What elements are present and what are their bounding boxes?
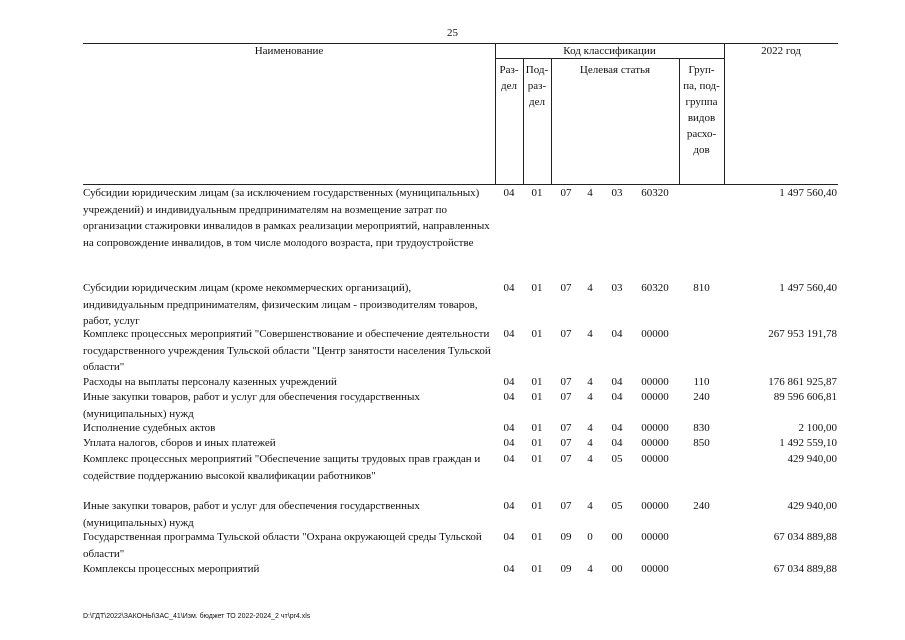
row-target-element: 04: [611, 328, 623, 340]
header-classification-code: Код классификации: [563, 45, 656, 57]
header-expense-group: Груп- па, под- группа видов расхо- дов: [683, 64, 720, 156]
row-amount: 1 497 560,40: [779, 282, 837, 294]
table-row: [0, 498, 905, 529]
row-target-type: 4: [587, 422, 593, 434]
header-section: Раз- дел: [499, 64, 519, 92]
page-number: 25: [447, 27, 458, 39]
row-target-element: 04: [611, 437, 623, 449]
row-target-direction: 00000: [641, 453, 669, 465]
row-subsection: 01: [531, 500, 543, 512]
row-expense-group: 830: [693, 422, 710, 434]
row-expense-group: 810: [693, 282, 710, 294]
header-name: Наименование: [254, 45, 324, 57]
col-border-5: [724, 43, 725, 184]
row-target-element: 04: [611, 422, 623, 434]
row-subsection: 01: [531, 282, 543, 294]
row-section: 04: [503, 531, 515, 543]
row-target-direction: 00000: [641, 391, 669, 403]
row-target-program: 07: [560, 437, 572, 449]
row-subsection: 01: [531, 453, 543, 465]
row-expense-group: 240: [693, 500, 710, 512]
row-target-type: 0: [587, 531, 593, 543]
row-target-type: 4: [587, 282, 593, 294]
row-target-direction: 00000: [641, 328, 669, 340]
row-name: Субсидии юридическим лицам (за исключением государственных (муниципальных) учреждений) и индивидуальным предпринимателям на возмещение затрат по организации стажировки инвалидов в рамках реализации мероприятий, направленных на сопровождение инвалидов, в том числе молодого возраста, при трудоустройстве: [83, 187, 490, 249]
row-target-element: 05: [611, 500, 623, 512]
row-target-element: 03: [611, 282, 623, 294]
row-name: Исполнение судебных актов: [83, 422, 216, 434]
row-amount: 1 497 560,40: [779, 187, 837, 199]
header-year: 2022 год: [761, 45, 801, 57]
header-target-article: Целевая статья: [579, 64, 651, 76]
row-target-type: 4: [587, 187, 593, 199]
row-name: Комплексы процессных мероприятий: [83, 563, 260, 575]
row-name: Субсидии юридическим лицам (кроме некоммерческих организаций), индивидуальным предпринимателям, физическим лицам - производителям товаров, работ, услуг: [83, 282, 478, 327]
row-name: Комплекс процессных мероприятий "Совершенствование и обеспечение деятельности государственного учреждения Тульской области "Центр занятости населения Тульской области": [83, 328, 491, 373]
table-row: [0, 389, 905, 420]
row-subsection: 01: [531, 563, 543, 575]
row-target-type: 4: [587, 391, 593, 403]
table-row: [0, 185, 905, 249]
table-row: [0, 280, 905, 327]
table-row: [0, 420, 905, 434]
row-target-element: 00: [611, 531, 623, 543]
row-target-program: 07: [560, 187, 572, 199]
row-target-program: 07: [560, 328, 572, 340]
row-target-element: 00: [611, 563, 623, 575]
header-subsection: Под- раз- дел: [525, 64, 549, 108]
row-name: Иные закупки товаров, работ и услуг для обеспечения государственных (муниципальных) нужд: [83, 391, 420, 420]
row-name: Уплата налогов, сборов и иных платежей: [83, 437, 276, 449]
table-row: [0, 561, 905, 575]
table-row: [0, 374, 905, 388]
row-subsection: 01: [531, 328, 543, 340]
row-subsection: 01: [531, 531, 543, 543]
table-row: [0, 435, 905, 449]
row-section: 04: [503, 453, 515, 465]
row-target-type: 4: [587, 563, 593, 575]
row-target-program: 07: [560, 391, 572, 403]
row-expense-group: 850: [693, 437, 710, 449]
row-section: 04: [503, 282, 515, 294]
row-subsection: 01: [531, 187, 543, 199]
row-section: 04: [503, 422, 515, 434]
row-section: 04: [503, 391, 515, 403]
row-target-direction: 00000: [641, 563, 669, 575]
row-name: Иные закупки товаров, работ и услуг для обеспечения государственных (муниципальных) нужд: [83, 500, 420, 529]
row-subsection: 01: [531, 376, 543, 388]
row-target-direction: 00000: [641, 500, 669, 512]
row-name: Комплекс процессных мероприятий "Обеспечение защиты трудовых прав граждан и содействие поддержанию высокой квалификации работников": [83, 453, 481, 482]
row-amount: 429 940,00: [787, 500, 837, 512]
row-target-program: 07: [560, 376, 572, 388]
classification-divider: [495, 58, 724, 59]
row-expense-group: 240: [693, 391, 710, 403]
row-target-direction: 00000: [641, 376, 669, 388]
row-target-type: 4: [587, 500, 593, 512]
row-amount: 176 861 925,87: [768, 376, 837, 388]
row-target-direction: 00000: [641, 422, 669, 434]
row-section: 04: [503, 563, 515, 575]
row-target-element: 05: [611, 453, 623, 465]
row-amount: 67 034 889,88: [773, 531, 837, 543]
row-target-program: 07: [560, 453, 572, 465]
row-target-direction: 00000: [641, 437, 669, 449]
row-target-direction: 00000: [641, 531, 669, 543]
row-subsection: 01: [531, 422, 543, 434]
row-target-program: 07: [560, 422, 572, 434]
table-row: [0, 451, 905, 482]
row-section: 04: [503, 328, 515, 340]
row-target-element: 04: [611, 391, 623, 403]
row-target-program: 07: [560, 500, 572, 512]
row-section: 04: [503, 376, 515, 388]
table-row: [0, 529, 905, 560]
table-row: [0, 326, 905, 373]
row-subsection: 01: [531, 391, 543, 403]
row-target-type: 4: [587, 437, 593, 449]
row-amount: 2 100,00: [798, 422, 837, 434]
row-target-type: 4: [587, 376, 593, 388]
row-name: Государственная программа Тульской области "Охрана окружающей среды Тульской области": [83, 531, 482, 560]
row-target-program: 09: [560, 563, 572, 575]
row-target-program: 07: [560, 282, 572, 294]
row-section: 04: [503, 500, 515, 512]
row-amount: 1 492 559,10: [779, 437, 837, 449]
row-section: 04: [503, 437, 515, 449]
row-target-type: 4: [587, 453, 593, 465]
row-amount: 429 940,00: [787, 453, 837, 465]
row-expense-group: 110: [693, 376, 710, 388]
row-target-element: 03: [611, 187, 623, 199]
row-amount: 67 034 889,88: [773, 563, 837, 575]
row-subsection: 01: [531, 437, 543, 449]
row-amount: 267 953 191,78: [768, 328, 837, 340]
row-target-program: 09: [560, 531, 572, 543]
row-target-type: 4: [587, 328, 593, 340]
row-name: Расходы на выплаты персоналу казенных учреждений: [83, 376, 337, 388]
row-target-direction: 60320: [641, 187, 669, 199]
row-target-direction: 60320: [641, 282, 669, 294]
row-target-element: 04: [611, 376, 623, 388]
row-section: 04: [503, 187, 515, 199]
row-amount: 89 596 606,81: [773, 391, 837, 403]
file-path-footer: D:\ГДТ\2022\ЗАКОНЫ\ЗАС_41\Изм. бюджет ТО 2022-2024_2 чт\pr4.xls: [83, 613, 311, 620]
